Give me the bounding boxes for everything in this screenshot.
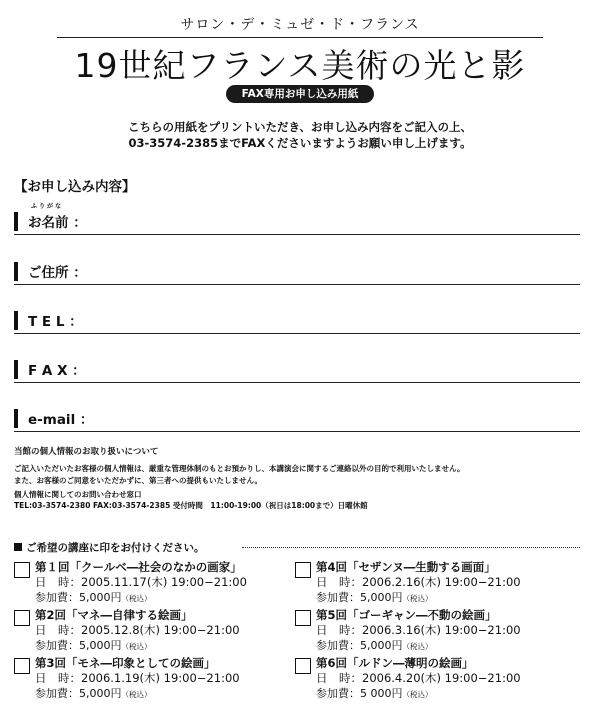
address-label: ご住所 ： — [28, 265, 87, 281]
course-fee-amount: 参加費：5 000円 — [316, 687, 403, 700]
course-fee-amount: 参加費：5,000円 — [35, 687, 122, 700]
course-fee-amount: 参加費：5,000円 — [316, 591, 403, 604]
square-bullet-icon — [14, 543, 22, 551]
tel-field[interactable] — [14, 307, 580, 334]
course-date: 日 時：2006.1.19(木) 19:00−21:00 — [35, 671, 240, 685]
course-fee-tax: （税込） — [402, 642, 433, 651]
privacy-contact-line: TEL:03-3574-2380 FAX:03-3574-2385 受付時間 11:00-19:00（祝日は18:00まで）日曜休館 — [14, 501, 368, 510]
privacy-contact-heading: 個人情報に関してのお問い合わせ窓口 — [14, 490, 142, 499]
course-title: 第１回「クールベ―社会のなかの画家」 — [35, 560, 242, 574]
field-marker — [14, 360, 18, 379]
course-fee — [35, 637, 152, 653]
course-checkbox[interactable] — [295, 658, 311, 674]
address-field[interactable] — [14, 258, 580, 285]
course-item-4 — [295, 558, 575, 604]
course-fee-amount: 参加費：5,000円 — [316, 639, 403, 652]
privacy-heading: 当館の個人情報のお取り扱いについて — [14, 447, 159, 457]
furigana-label: ふりがな — [31, 203, 64, 210]
field-marker — [14, 262, 18, 281]
subtitle: サロン・デ・ミュゼ・ド・フランス — [180, 17, 420, 33]
course-checkbox[interactable] — [14, 562, 30, 578]
course-title: 第6回「ルドン―薄明の絵画」 — [316, 656, 474, 670]
name-field[interactable] — [14, 208, 580, 235]
title-rule — [57, 37, 543, 38]
field-marker — [14, 212, 18, 231]
course-fee — [316, 637, 433, 653]
course-fee — [35, 589, 152, 605]
email-label: e-mail ： — [28, 412, 94, 428]
course-item-1 — [14, 558, 294, 604]
course-fee — [316, 685, 433, 701]
intro-line-2: 03-3574-2385までFAXくださいますようお願い申し上げます。 — [128, 136, 472, 150]
course-title: 第2回「マネ―自律する絵画」 — [35, 608, 193, 622]
course-date: 日 時：2006.2.16(木) 19:00−21:00 — [316, 575, 521, 589]
privacy-line-2: また、お客様のご同意をいただかずに、第三者への提供もいたしません。 — [14, 476, 262, 485]
name-label: お名前 ： — [28, 215, 87, 231]
fax-badge: FAX専用お申し込み用紙 — [226, 85, 374, 103]
courses-heading-text: ご希望の講座に印をお付けください。 — [26, 542, 205, 554]
course-title: 第5回「ゴーギャン―不動の絵画」 — [316, 608, 497, 622]
course-fee-tax: （税込） — [121, 594, 152, 603]
intro-line-1: こちらの用紙をプリントいただき、お申し込み内容をご記入の上、 — [127, 120, 473, 134]
dotted-rule — [242, 547, 580, 548]
course-item-5 — [295, 606, 575, 652]
course-checkbox[interactable] — [14, 658, 30, 674]
course-date: 日 時：2006.3.16(木) 19:00−21:00 — [316, 623, 521, 637]
course-item-2 — [14, 606, 294, 652]
course-fee-amount: 参加費：5,000円 — [35, 591, 122, 604]
course-checkbox[interactable] — [14, 610, 30, 626]
tel-label: T E L ： — [28, 314, 83, 330]
course-fee-tax: （税込） — [121, 642, 152, 651]
course-fee — [316, 589, 433, 605]
courses-heading — [14, 540, 580, 554]
course-item-3 — [14, 654, 294, 700]
course-fee-tax: （税込） — [402, 690, 433, 699]
course-checkbox[interactable] — [295, 562, 311, 578]
course-item-6 — [295, 654, 575, 700]
fax-label: F A X ： — [28, 363, 86, 379]
course-date: 日 時：2005.11.17(木) 19:00−21:00 — [35, 575, 247, 589]
course-date: 日 時：2005.12.8(木) 19:00−21:00 — [35, 623, 240, 637]
field-marker — [14, 311, 18, 330]
privacy-line-1: ご記入いただいたお客様の個人情報は、厳重な管理体制のもとお預かりし、本講演会に関するご連絡以外の目的で利用いたしません。 — [14, 464, 465, 473]
fax-field[interactable] — [14, 356, 580, 383]
field-marker — [14, 409, 18, 428]
page-title: 19世紀フランス美術の光と影 — [74, 46, 526, 85]
course-fee-amount: 参加費：5,000円 — [35, 639, 122, 652]
course-fee-tax: （税込） — [121, 690, 152, 699]
course-fee — [35, 685, 152, 701]
course-title: 第3回「モネ―印象としての絵画」 — [35, 656, 216, 670]
course-date: 日 時：2006.4.20(木) 19:00−21:00 — [316, 671, 521, 685]
form-section-title: 【お申し込み内容】 — [14, 179, 136, 195]
email-field[interactable] — [14, 405, 580, 432]
course-title: 第4回「セザンヌ―生動する画面」 — [316, 560, 496, 574]
course-checkbox[interactable] — [295, 610, 311, 626]
course-fee-tax: （税込） — [402, 594, 433, 603]
intro-text — [0, 119, 600, 151]
